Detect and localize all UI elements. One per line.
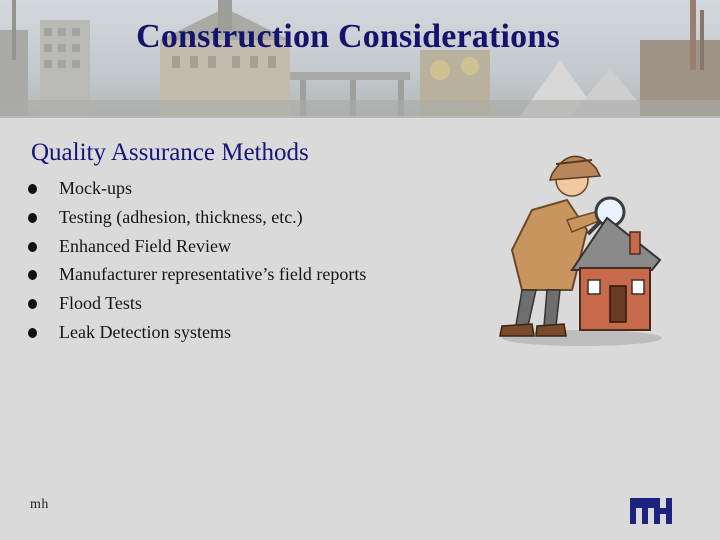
detective-house-illustration bbox=[492, 140, 672, 355]
bullet-icon bbox=[28, 270, 37, 280]
section-heading: Quality Assurance Methods bbox=[31, 139, 309, 166]
bullet-text: Testing (adhesion, thickness, etc.) bbox=[59, 206, 303, 227]
list-item bbox=[28, 232, 366, 261]
list-item bbox=[28, 318, 366, 347]
list-item bbox=[28, 260, 366, 289]
list-item bbox=[28, 289, 366, 318]
list-item bbox=[28, 203, 366, 232]
footer-text: mh bbox=[30, 497, 49, 512]
bullet-list bbox=[28, 174, 366, 347]
list-item bbox=[28, 174, 366, 203]
bullet-icon bbox=[28, 184, 37, 194]
mh-logo bbox=[630, 496, 674, 531]
bullet-text: Leak Detection systems bbox=[59, 321, 231, 342]
bullet-text: Flood Tests bbox=[59, 293, 142, 314]
header-banner-image bbox=[0, 0, 720, 116]
bullet-icon bbox=[28, 299, 37, 309]
bullet-icon bbox=[28, 213, 37, 223]
bullet-text: Mock-ups bbox=[59, 178, 132, 198]
bullet-icon bbox=[28, 328, 37, 338]
slide-title: Construction Considerations bbox=[136, 18, 560, 55]
header-divider bbox=[0, 116, 720, 118]
bullet-text: Manufacturer representative’s field reports bbox=[59, 264, 367, 285]
bullet-text: Enhanced Field Review bbox=[59, 235, 231, 256]
bullet-icon bbox=[28, 242, 37, 252]
